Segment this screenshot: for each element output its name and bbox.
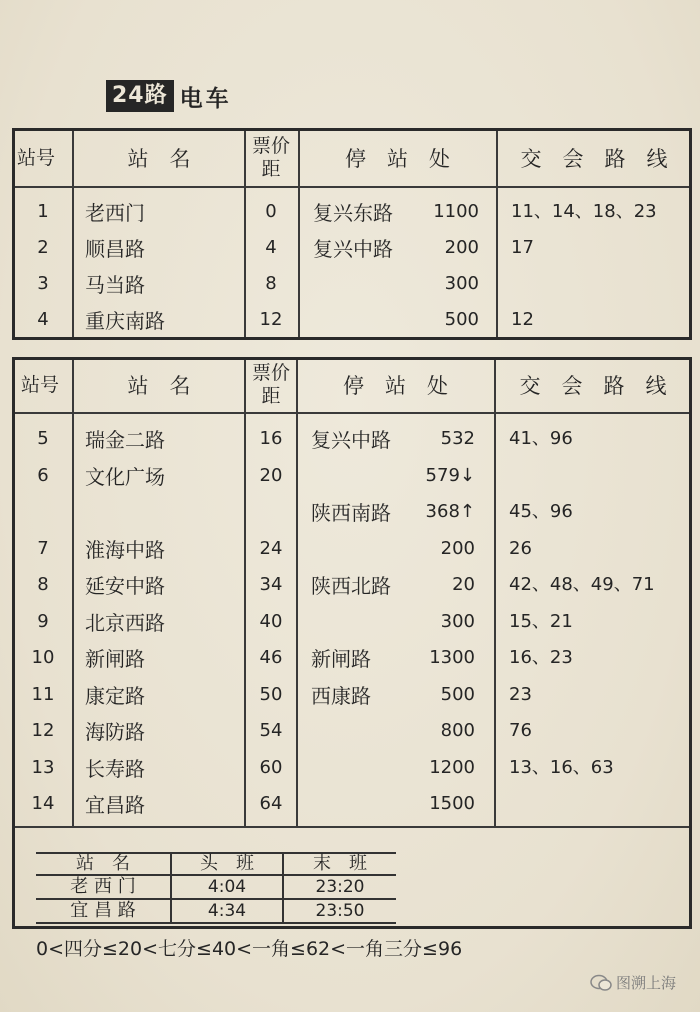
transfer-lines: 13、16、63	[509, 756, 614, 778]
route-title	[106, 78, 232, 114]
header-fare-top: 票价	[251, 362, 290, 384]
stop-distance: 200	[444, 237, 479, 258]
header-station-no: 站号	[17, 147, 56, 169]
station-number: 5	[37, 428, 49, 449]
station-number: 4	[37, 309, 49, 330]
station-number: 3	[37, 273, 49, 294]
header-station-name: 站 名	[127, 147, 191, 171]
stop-distance: 800	[440, 720, 475, 741]
tt-first-time: 4:04	[207, 877, 247, 897]
stop-road: 复兴东路	[313, 201, 393, 225]
stop-distance: 300	[440, 610, 475, 632]
header-transfer-lines: 交 会 路 线	[519, 374, 667, 398]
header-fare-bottom: 距	[261, 158, 281, 180]
station-number: 2	[37, 237, 49, 258]
stop-road: 新闸路	[311, 647, 371, 671]
fare-rule-note: 0<四分≤20<七分≤40<一角≤62<一角三分≤96	[36, 938, 463, 960]
stop-road: 陕西南路	[311, 501, 391, 525]
station-name: 宜昌路	[85, 793, 145, 817]
tt-last-time: 23:20	[315, 877, 365, 897]
transfer-lines: 11、14、18、23	[511, 201, 657, 222]
station-number: 11	[31, 683, 55, 705]
fare-distance: 12	[259, 309, 283, 330]
fare-distance: 16	[259, 428, 283, 449]
header-fare-top: 票价	[251, 135, 290, 157]
fare-distance: 50	[259, 683, 283, 705]
stop-distance: 1500	[429, 793, 475, 814]
stop-distance: 1100	[433, 201, 479, 222]
fare-distance: 34	[259, 574, 283, 595]
station-number: 7	[37, 537, 49, 559]
fare-distance: 40	[259, 610, 283, 632]
route-type-label: 电车	[179, 85, 232, 112]
transfer-lines: 17	[511, 237, 534, 258]
station-name: 马当路	[85, 273, 145, 297]
header-fare-bottom: 距	[261, 385, 281, 407]
tt-last-time: 23:50	[315, 901, 365, 921]
header-stop-location: 停 站 处	[345, 147, 450, 171]
fare-distance: 64	[259, 793, 283, 814]
station-number: 9	[37, 610, 49, 632]
transfer-lines: 76	[509, 720, 532, 741]
stop-distance: 300	[444, 273, 479, 294]
transfer-lines: 15、21	[509, 610, 573, 632]
station-name: 瑞金二路	[85, 428, 165, 452]
fare-distance: 24	[259, 537, 283, 559]
stop-road: 复兴中路	[311, 428, 391, 452]
stop-distance: 1200	[429, 756, 475, 778]
stop-distance: 579↓	[425, 464, 475, 486]
stop-distance: 368↑	[425, 501, 475, 522]
transfer-lines: 42、48、49、71	[509, 574, 655, 595]
stop-road: 复兴中路	[313, 237, 393, 261]
station-number: 12	[31, 720, 55, 741]
tt-station: 宜 昌 路	[70, 900, 136, 921]
station-name: 北京西路	[85, 610, 165, 635]
transfer-lines: 41、96	[509, 428, 573, 449]
stop-road: 陕西北路	[311, 574, 391, 598]
station-number: 1	[37, 201, 49, 222]
transfer-lines: 16、23	[509, 647, 573, 668]
station-number: 10	[31, 647, 55, 668]
stations-table-part2	[12, 357, 692, 929]
transfer-lines: 26	[509, 537, 532, 559]
station-name: 淮海中路	[85, 537, 165, 562]
tt-header-first: 头 班	[200, 853, 254, 874]
station-name: 老西门	[85, 201, 145, 225]
stations-table-part1	[12, 128, 692, 340]
stop-distance: 20	[452, 574, 475, 595]
station-name: 长寿路	[85, 756, 145, 781]
watermark	[590, 972, 676, 993]
transfer-lines: 23	[509, 683, 532, 705]
fare-distance: 4	[265, 237, 277, 258]
stop-distance: 532	[440, 428, 475, 449]
fare-distance: 46	[259, 647, 283, 668]
header-station-name: 站 名	[127, 374, 191, 398]
transfer-lines: 45、96	[509, 501, 573, 522]
header-stop-location: 停 站 处	[343, 374, 448, 398]
chat-bubble-icon	[590, 974, 612, 992]
header-station-no: 站号	[21, 374, 60, 396]
fare-distance: 20	[259, 464, 283, 486]
route-number-badge: 24路	[106, 80, 174, 112]
station-number: 13	[31, 756, 55, 778]
station-name: 新闸路	[85, 647, 145, 671]
stop-distance: 1300	[429, 647, 475, 668]
tt-header-station: 站 名	[76, 853, 130, 874]
header-transfer-lines: 交 会 路 线	[520, 147, 668, 171]
stop-distance: 500	[444, 309, 479, 330]
fare-distance: 0	[265, 201, 277, 222]
stop-distance: 500	[440, 683, 475, 705]
station-number: 8	[37, 574, 49, 595]
transfer-lines: 12	[511, 309, 534, 330]
fare-distance: 54	[259, 720, 283, 741]
tt-first-time: 4:34	[207, 901, 247, 921]
stop-distance: 200	[440, 537, 475, 559]
tt-header-last: 末 班	[313, 853, 367, 874]
station-name: 重庆南路	[85, 309, 165, 333]
station-name: 海防路	[85, 720, 145, 744]
station-number: 6	[37, 464, 49, 486]
watermark-text: 图溯上海	[616, 974, 677, 992]
fare-distance: 8	[265, 273, 277, 294]
stop-road: 西康路	[311, 683, 371, 708]
station-number: 14	[31, 793, 55, 814]
first-last-bus-timetable	[36, 852, 396, 922]
station-name: 康定路	[85, 683, 145, 708]
fare-distance: 60	[259, 756, 283, 778]
tt-station: 老 西 门	[70, 876, 136, 897]
station-name: 延安中路	[85, 574, 165, 598]
station-name: 顺昌路	[85, 237, 145, 261]
station-name: 文化广场	[85, 464, 165, 489]
